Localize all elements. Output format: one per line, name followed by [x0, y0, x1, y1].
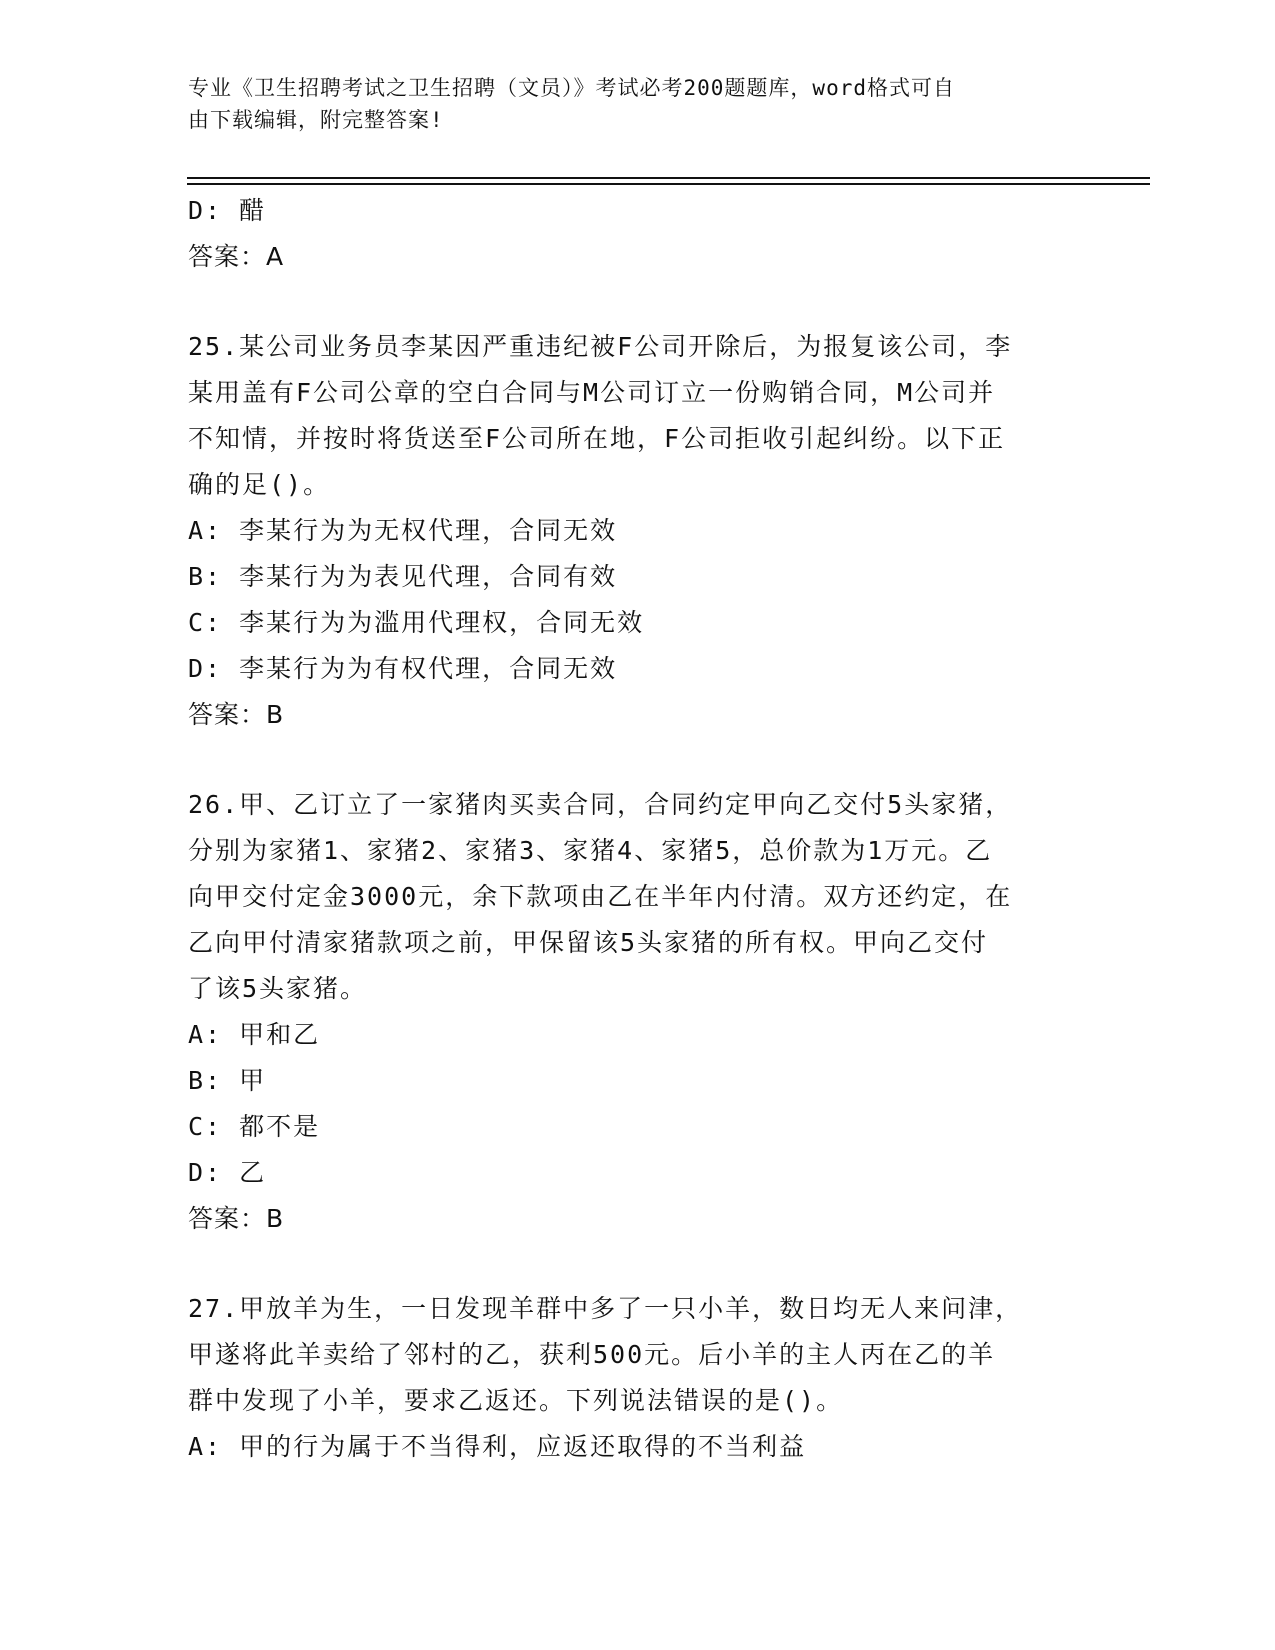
question-26: [188, 782, 1088, 1242]
question-spacer: [188, 1242, 1088, 1286]
question-25-text-line: 25.某公司业务员李某因严重违纪被F公司开除后，为报复该公司，李: [188, 332, 1013, 361]
question-spacer: [188, 280, 1088, 324]
question-26-text-line: 26.甲、乙订立了一家猪肉买卖合同，合同约定甲向乙交付5头家猪，: [188, 790, 1013, 819]
question-27-text-line: 群中发现了小羊，要求乙返还。下列说法错误的是()。: [188, 1386, 844, 1415]
question-25: [188, 324, 1088, 738]
document-body: [188, 188, 1088, 1470]
question-25-answer: 答案：B: [188, 700, 285, 729]
question-25-option-a: A: 李某行为为无权代理，合同无效: [188, 516, 618, 545]
header-line-2: 由下载编辑，附完整答案!: [188, 108, 444, 132]
question-26-text-line: 乙向甲付清家猪款项之前，甲保留该5头家猪的所有权。甲向乙交付: [188, 928, 989, 957]
question-26-option-c: C: 都不是: [188, 1112, 321, 1141]
question-27-text-line: 27.甲放羊为生，一日发现羊群中多了一只小羊，数日均无人来问津，: [188, 1294, 1023, 1323]
header-rule-bottom: [187, 183, 1150, 185]
question-25-text-line: 确的足()。: [188, 470, 331, 499]
question-25-text-line: 不知情，并按时将货送至F公司所在地，F公司拒收引起纠纷。以下正: [188, 424, 1006, 453]
question-26-option-a: A: 甲和乙: [188, 1020, 321, 1049]
question-27: [188, 1286, 1088, 1470]
question-27-option-a: A: 甲的行为属于不当得利，应返还取得的不当利益: [188, 1432, 807, 1461]
question-25-option-b: B: 李某行为为表见代理，合同有效: [188, 562, 618, 591]
prev-option-d: D: 醋: [188, 196, 267, 225]
question-26-text-line: 向甲交付定金3000元，余下款项由乙在半年内付清。双方还约定，在: [188, 882, 1013, 911]
header-rule-top: [187, 177, 1150, 179]
prev-answer: 答案：A: [188, 242, 285, 271]
question-26-text-line: 分别为家猪1、家猪2、家猪3、家猪4、家猪5，总价款为1万元。乙: [188, 836, 993, 865]
question-25-text-line: 某用盖有F公司公章的空白合同与M公司订立一份购销合同，M公司并: [188, 378, 996, 407]
header-line-1: 专业《卫生招聘考试之卫生招聘（文员）》考试必考200题题库，word格式可自: [188, 76, 955, 100]
question-26-option-b: B: 甲: [188, 1066, 267, 1095]
question-27-text-line: 甲遂将此羊卖给了邻村的乙，获利500元。后小羊的主人丙在乙的羊: [188, 1340, 996, 1369]
question-26-option-d: D: 乙: [188, 1158, 267, 1187]
question-25-option-d: D: 李某行为为有权代理，合同无效: [188, 654, 618, 683]
document-header: [188, 72, 1068, 136]
question-spacer: [188, 738, 1088, 782]
question-26-text-line: 了该5头家猪。: [188, 974, 368, 1003]
question-26-answer: 答案：B: [188, 1204, 285, 1233]
question-25-option-c: C: 李某行为为滥用代理权，合同无效: [188, 608, 645, 637]
